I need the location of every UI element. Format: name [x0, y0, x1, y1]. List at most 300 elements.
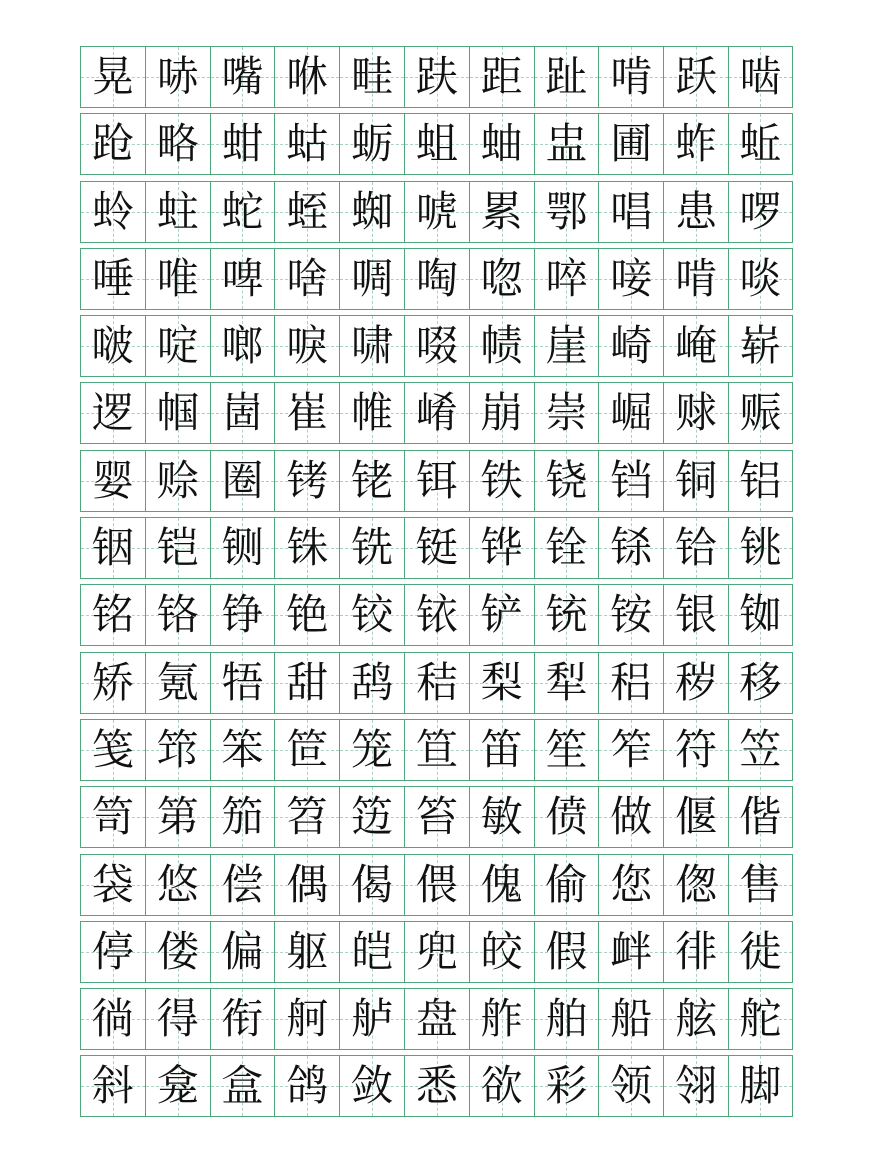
character: 售: [739, 859, 782, 909]
character: 铑: [351, 455, 394, 505]
grid-cell: [339, 720, 404, 780]
character: 笠: [739, 724, 782, 774]
grid-cell: [210, 451, 275, 511]
grid-row: [80, 719, 793, 781]
grid-cell: [210, 653, 275, 713]
character: 衅: [610, 926, 653, 976]
character: 赇: [675, 388, 718, 438]
character: 翎: [675, 1061, 718, 1111]
grid-cell: [469, 47, 534, 107]
grid-cell: [663, 518, 728, 578]
character: 赈: [739, 388, 782, 438]
character: 蛭: [286, 186, 329, 236]
character: 偿: [221, 859, 264, 909]
grid-cell: [534, 316, 599, 376]
grid-cell: [663, 114, 728, 174]
grid-cell: [469, 249, 534, 309]
grid-cell: [728, 47, 793, 107]
grid-row: [80, 584, 793, 646]
grid-row: [80, 1055, 793, 1117]
grid-cell: [598, 451, 663, 511]
character: 崎: [610, 321, 653, 371]
grid-cell: [728, 720, 793, 780]
grid-cell: [210, 383, 275, 443]
grid-cell: [274, 451, 339, 511]
grid-cell: [598, 114, 663, 174]
character: 徙: [739, 926, 782, 976]
grid-cell: [534, 922, 599, 982]
grid-cell: [404, 855, 469, 915]
grid-cell: [728, 518, 793, 578]
character: 敏: [480, 792, 523, 842]
character: 崩: [480, 388, 523, 438]
grid-cell: [728, 653, 793, 713]
character: 牾: [221, 657, 264, 707]
grid-cell: [469, 653, 534, 713]
grid-cell: [210, 249, 275, 309]
character: 铭: [91, 590, 134, 640]
grid-row: [80, 181, 793, 243]
grid-cell: [145, 1056, 210, 1116]
character: 笾: [351, 792, 394, 842]
character: 蛆: [415, 119, 458, 169]
character: 啖: [739, 253, 782, 303]
character: 铫: [739, 523, 782, 573]
character: 蛇: [221, 186, 264, 236]
grid-row: [80, 113, 793, 175]
grid-cell: [339, 383, 404, 443]
character: 偻: [156, 926, 199, 976]
grid-cell: [469, 989, 534, 1049]
character: 唳: [286, 321, 329, 371]
grid-cell: [145, 451, 210, 511]
character: 跃: [675, 52, 718, 101]
character: 崮: [221, 388, 264, 438]
grid-cell: [598, 922, 663, 982]
grid-row: [80, 382, 793, 444]
grid-row: [80, 46, 793, 108]
grid-row: [80, 517, 793, 579]
character: 铧: [480, 523, 523, 573]
character: 啮: [739, 52, 782, 101]
character: 鄂: [545, 186, 588, 236]
grid-cell: [80, 1056, 145, 1116]
grid-row: [80, 315, 793, 377]
grid-cell: [339, 47, 404, 107]
grid-cell: [274, 989, 339, 1049]
character: 崛: [610, 388, 653, 438]
grid-cell: [80, 182, 145, 242]
character: 蚱: [675, 119, 718, 169]
character: 唾: [91, 253, 134, 303]
character: 铠: [156, 523, 199, 573]
character: 舷: [675, 994, 718, 1044]
character: 筇: [156, 724, 199, 774]
grid-cell: [728, 383, 793, 443]
character: 铤: [415, 523, 458, 573]
character: 铝: [739, 455, 782, 505]
grid-cell: [404, 47, 469, 107]
character: 崤: [415, 388, 458, 438]
character: 做: [610, 792, 653, 842]
grid-cell: [728, 855, 793, 915]
character: 逻: [91, 388, 134, 438]
grid-row: [80, 248, 793, 310]
grid-cell: [469, 518, 534, 578]
grid-cell: [210, 182, 275, 242]
grid-cell: [404, 316, 469, 376]
grid-cell: [728, 922, 793, 982]
character: 累: [480, 186, 523, 236]
character: 鸽: [286, 1061, 329, 1111]
grid-cell: [145, 47, 210, 107]
grid-cell: [80, 787, 145, 847]
character: 铛: [610, 455, 653, 505]
character: 晃: [91, 52, 134, 101]
grid-cell: [404, 1056, 469, 1116]
character: 盘: [415, 994, 458, 1044]
grid-cell: [274, 1056, 339, 1116]
grid-cell: [210, 316, 275, 376]
character: 偈: [351, 859, 394, 909]
grid-cell: [663, 1056, 728, 1116]
grid-row: [80, 786, 793, 848]
character: 笛: [480, 724, 523, 774]
character: 符: [675, 724, 718, 774]
character: 悠: [156, 859, 199, 909]
character: 铮: [221, 590, 264, 640]
character: 鸹: [351, 657, 394, 707]
grid-cell: [339, 787, 404, 847]
grid-cell: [728, 114, 793, 174]
grid-cell: [534, 451, 599, 511]
grid-cell: [80, 47, 145, 107]
grid-cell: [145, 518, 210, 578]
character: 啕: [415, 253, 458, 303]
grid-cell: [339, 653, 404, 713]
grid-cell: [534, 989, 599, 1049]
grid-row: [80, 450, 793, 512]
grid-cell: [598, 249, 663, 309]
character: 铜: [675, 455, 718, 505]
grid-cell: [469, 316, 534, 376]
character: 躯: [286, 926, 329, 976]
character: 偏: [221, 926, 264, 976]
character: 笸: [286, 724, 329, 774]
character: 偕: [739, 792, 782, 842]
character: 铐: [286, 455, 329, 505]
character: 氪: [156, 657, 199, 707]
grid-cell: [404, 989, 469, 1049]
grid-cell: [80, 451, 145, 511]
copybook-grid: [80, 46, 793, 1123]
grid-cell: [145, 922, 210, 982]
character: 铳: [545, 590, 588, 640]
character: 犁: [545, 657, 588, 707]
character: 笞: [415, 792, 458, 842]
grid-cell: [210, 855, 275, 915]
grid-cell: [274, 855, 339, 915]
character: 龛: [156, 1061, 199, 1111]
character: 啰: [739, 186, 782, 236]
character: 矫: [91, 657, 134, 707]
character: 笪: [415, 724, 458, 774]
grid-cell: [339, 1056, 404, 1116]
grid-cell: [534, 720, 599, 780]
grid-cell: [663, 249, 728, 309]
grid-cell: [469, 451, 534, 511]
grid-cell: [469, 855, 534, 915]
grid-cell: [274, 787, 339, 847]
grid-cell: [404, 922, 469, 982]
character: 敛: [351, 1061, 394, 1111]
grid-cell: [274, 47, 339, 107]
grid-cell: [404, 182, 469, 242]
grid-cell: [80, 989, 145, 1049]
grid-cell: [404, 585, 469, 645]
grid-cell: [469, 114, 534, 174]
grid-cell: [80, 316, 145, 376]
character: 甜: [286, 657, 329, 707]
grid-cell: [145, 316, 210, 376]
grid-cell: [80, 383, 145, 443]
character: 啃: [675, 253, 718, 303]
grid-cell: [339, 855, 404, 915]
grid-cell: [469, 585, 534, 645]
character: 唼: [610, 253, 653, 303]
character: 帻: [480, 321, 523, 371]
character: 啸: [351, 321, 394, 371]
character: 圃: [610, 119, 653, 169]
grid-cell: [534, 47, 599, 107]
grid-cell: [339, 114, 404, 174]
grid-cell: [80, 249, 145, 309]
character: 铒: [415, 455, 458, 505]
character: 患: [675, 186, 718, 236]
character: 偶: [286, 859, 329, 909]
grid-cell: [274, 249, 339, 309]
grid-cell: [210, 47, 275, 107]
character: 啶: [156, 321, 199, 371]
grid-cell: [404, 787, 469, 847]
grid-cell: [534, 1056, 599, 1116]
character: 傀: [480, 859, 523, 909]
grid-cell: [339, 989, 404, 1049]
grid-cell: [663, 182, 728, 242]
character: 徜: [91, 994, 134, 1044]
grid-cell: [598, 316, 663, 376]
grid-cell: [274, 518, 339, 578]
grid-cell: [145, 585, 210, 645]
grid-cell: [598, 1056, 663, 1116]
character: 船: [610, 994, 653, 1044]
character: 崭: [739, 321, 782, 371]
character: 笥: [91, 792, 134, 842]
character: 铬: [156, 590, 199, 640]
character: 停: [91, 926, 134, 976]
grid-cell: [210, 720, 275, 780]
grid-row: [80, 921, 793, 983]
character: 稆: [610, 657, 653, 707]
character: 铰: [351, 590, 394, 640]
grid-cell: [598, 182, 663, 242]
grid-cell: [145, 383, 210, 443]
grid-cell: [598, 989, 663, 1049]
grid-cell: [274, 720, 339, 780]
character: 欲: [480, 1061, 523, 1111]
grid-cell: [274, 585, 339, 645]
character: 崇: [545, 388, 588, 438]
character: 斜: [91, 1061, 134, 1111]
character: 啤: [221, 253, 264, 303]
character: 铵: [610, 590, 653, 640]
grid-cell: [663, 47, 728, 107]
grid-cell: [663, 720, 728, 780]
character: 脚: [739, 1061, 782, 1111]
grid-cell: [339, 518, 404, 578]
grid-cell: [534, 787, 599, 847]
character: 铡: [221, 523, 264, 573]
grid-cell: [274, 922, 339, 982]
character: 蛉: [91, 186, 134, 236]
grid-cell: [80, 855, 145, 915]
character: 蛎: [351, 119, 394, 169]
grid-row: [80, 988, 793, 1050]
character: 偃: [675, 792, 718, 842]
grid-cell: [210, 585, 275, 645]
grid-cell: [145, 989, 210, 1049]
character: 秽: [675, 657, 718, 707]
grid-cell: [663, 855, 728, 915]
character: 银: [675, 590, 718, 640]
character: 舵: [739, 994, 782, 1044]
grid-cell: [210, 518, 275, 578]
character: 铙: [545, 455, 588, 505]
character: 铣: [351, 523, 394, 573]
character: 舶: [545, 994, 588, 1044]
character: 秸: [415, 657, 458, 707]
grid-cell: [80, 585, 145, 645]
grid-cell: [534, 383, 599, 443]
character: 蚰: [480, 119, 523, 169]
grid-cell: [145, 114, 210, 174]
grid-cell: [339, 249, 404, 309]
grid-cell: [404, 720, 469, 780]
character: 蛀: [156, 186, 199, 236]
grid-cell: [80, 518, 145, 578]
grid-cell: [598, 585, 663, 645]
grid-cell: [598, 383, 663, 443]
grid-cell: [469, 720, 534, 780]
character: 啃: [610, 52, 653, 101]
character: 铨: [545, 523, 588, 573]
grid-cell: [598, 787, 663, 847]
grid-cell: [469, 383, 534, 443]
grid-cell: [728, 249, 793, 309]
character: 圈: [221, 455, 264, 505]
character: 彩: [545, 1061, 588, 1111]
grid-cell: [598, 47, 663, 107]
character: 帷: [351, 388, 394, 438]
character: 偬: [675, 859, 718, 909]
grid-cell: [534, 585, 599, 645]
grid-cell: [728, 316, 793, 376]
grid-cell: [469, 922, 534, 982]
character: 铱: [415, 590, 458, 640]
grid-cell: [728, 1056, 793, 1116]
character: 赊: [156, 455, 199, 505]
character: 盅: [545, 119, 588, 169]
character: 铲: [480, 590, 523, 640]
character: 啐: [545, 253, 588, 303]
character: 第: [156, 792, 199, 842]
grid-cell: [598, 855, 663, 915]
grid-cell: [210, 787, 275, 847]
character: 铪: [675, 523, 718, 573]
character: 帼: [156, 388, 199, 438]
character: 蛄: [286, 119, 329, 169]
grid-row: [80, 652, 793, 714]
character: 啷: [221, 321, 264, 371]
grid-row: [80, 854, 793, 916]
grid-cell: [728, 787, 793, 847]
grid-cell: [339, 182, 404, 242]
character: 偷: [545, 859, 588, 909]
character: 啥: [286, 253, 329, 303]
grid-cell: [274, 316, 339, 376]
grid-cell: [404, 383, 469, 443]
character: 唿: [480, 253, 523, 303]
character: 畦: [351, 52, 394, 101]
character: 袋: [91, 859, 134, 909]
grid-cell: [274, 182, 339, 242]
grid-cell: [210, 922, 275, 982]
character: 笺: [91, 724, 134, 774]
grid-cell: [534, 182, 599, 242]
character: 偎: [415, 859, 458, 909]
grid-cell: [534, 855, 599, 915]
character: 悉: [415, 1061, 458, 1111]
character: 跄: [91, 119, 134, 169]
character: 徘: [675, 926, 718, 976]
grid-cell: [663, 989, 728, 1049]
character: 铩: [610, 523, 653, 573]
grid-cell: [80, 720, 145, 780]
character: 您: [610, 859, 653, 909]
grid-cell: [404, 518, 469, 578]
character: 略: [156, 119, 199, 169]
character: 盒: [221, 1061, 264, 1111]
character: 崖: [545, 321, 588, 371]
grid-cell: [663, 787, 728, 847]
grid-cell: [80, 922, 145, 982]
character: 假: [545, 926, 588, 976]
grid-cell: [469, 787, 534, 847]
grid-cell: [339, 922, 404, 982]
character: 哧: [156, 52, 199, 101]
grid-cell: [598, 518, 663, 578]
character: 崦: [675, 321, 718, 371]
grid-cell: [274, 383, 339, 443]
grid-cell: [534, 518, 599, 578]
grid-cell: [210, 114, 275, 174]
grid-cell: [663, 585, 728, 645]
grid-cell: [663, 451, 728, 511]
grid-cell: [534, 653, 599, 713]
character: 皑: [351, 926, 394, 976]
grid-cell: [663, 653, 728, 713]
character: 蚯: [739, 119, 782, 169]
